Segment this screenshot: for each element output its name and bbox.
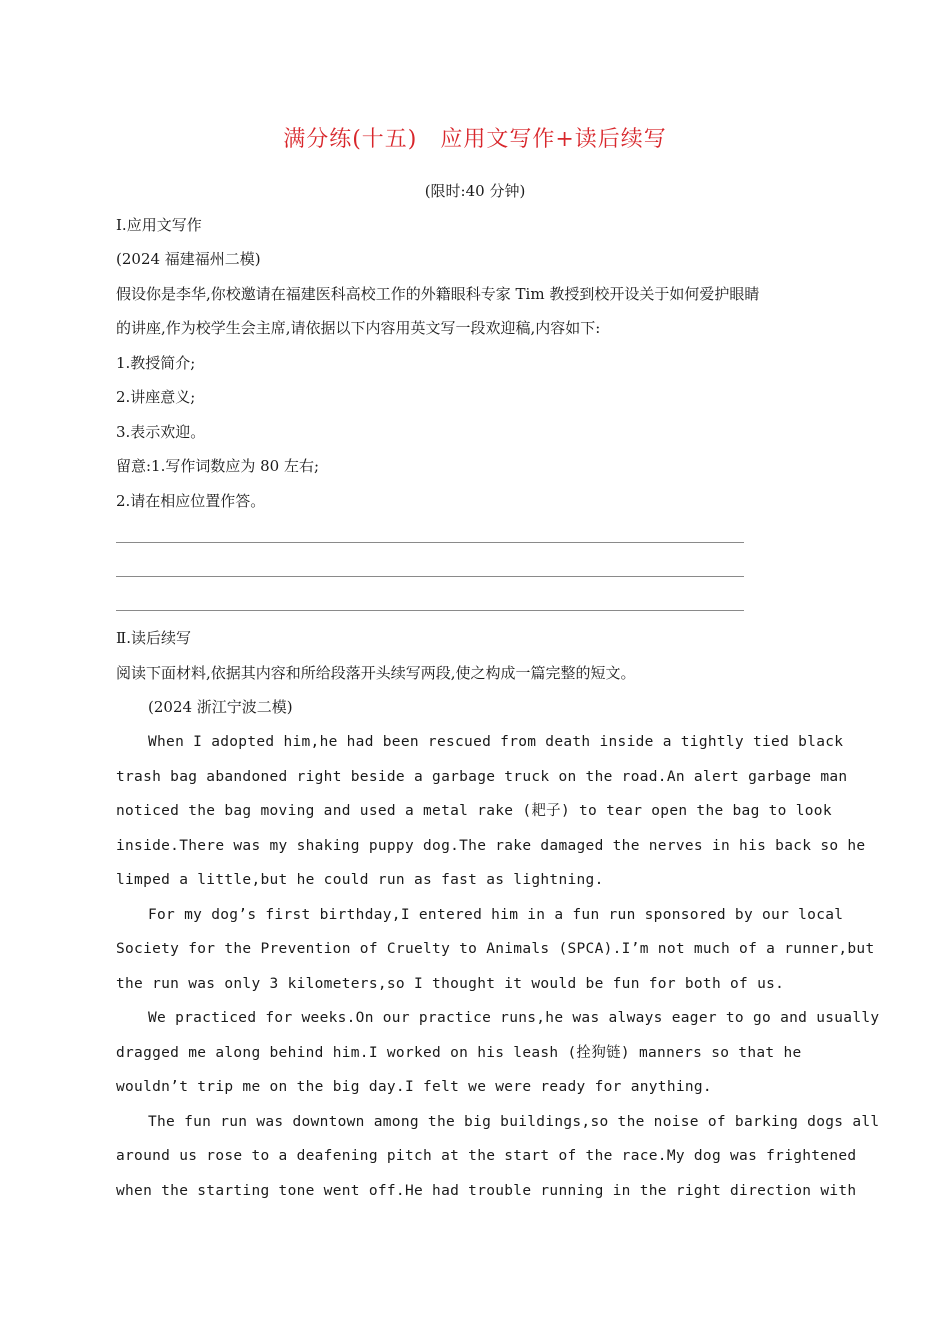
passage-line: Society for the Prevention of Cruelty to Animals (SPCA).I’m not much of a runner,but — [116, 941, 875, 957]
passage-line: limped a little,but he could run as fast as lightning. — [116, 872, 604, 888]
section2-instruction: 阅读下面材料,依据其内容和所给段落开头续写两段,使之构成一篇完整的短文。 — [116, 664, 636, 682]
passage-line: When I adopted him,he had been rescued from death inside a tightly tied black — [148, 734, 844, 750]
passage-line: when the starting tone went off.He had trouble running in the right direction with — [116, 1183, 857, 1199]
passage-line: the run was only 3 kilometers,so I thought it would be fun for both of us. — [116, 976, 785, 992]
section1-heading: Ⅰ.应用文写作 — [116, 216, 202, 234]
passage-line: inside.There was my shaking puppy dog.The rake damaged the nerves in his back so he — [116, 838, 866, 854]
passage-line: dragged me along behind him.I worked on his leash (拴狗链) manners so that he — [116, 1045, 802, 1061]
section1-item-2: 2.讲座意义; — [116, 388, 196, 406]
section2-source: (2024 浙江宁波二模) — [148, 698, 293, 716]
page-title: 满分练(十五) 应用文写作+读后续写 — [283, 127, 667, 152]
section1-item-3: 3.表示欢迎。 — [116, 423, 206, 441]
section1-note-2: 2.请在相应位置作答。 — [116, 492, 266, 510]
passage-line: wouldn’t trip me on the big day.I felt we were ready for anything. — [116, 1079, 712, 1095]
section1-source: (2024 福建福州二模) — [116, 250, 261, 268]
passage-line: We practiced for weeks.On our practice runs,he was always eager to go and usually — [148, 1010, 880, 1026]
time-limit: (限时:40 分钟) — [424, 182, 526, 200]
answer-line-2[interactable] — [116, 576, 744, 577]
passage-line: trash bag abandoned right beside a garbage truck on the road.An alert garbage man — [116, 769, 848, 785]
passage-line: For my dog’s first birthday,I entered him in a fun run sponsored by our local — [148, 907, 844, 923]
section1-prompt-line1: 假设你是李华,你校邀请在福建医科高校工作的外籍眼科专家 Tim 教授到校开设关于如何爱护眼睛 — [116, 285, 760, 303]
section1-note-1: 留意:1.写作词数应为 80 左右; — [116, 457, 320, 475]
passage-line: The fun run was downtown among the big buildings,so the noise of barking dogs all — [148, 1114, 880, 1130]
section2-heading: Ⅱ.读后续写 — [116, 629, 191, 647]
answer-line-3[interactable] — [116, 610, 744, 611]
passage-line: around us rose to a deafening pitch at the start of the race.My dog was frightened — [116, 1148, 857, 1164]
section1-item-1: 1.教授简介; — [116, 354, 196, 372]
section1-prompt-line2: 的讲座,作为校学生会主席,请依据以下内容用英文写一段欢迎稿,内容如下: — [116, 319, 601, 337]
passage-line: noticed the bag moving and used a metal rake (耙子) to tear open the bag to look — [116, 803, 832, 819]
answer-line-1[interactable] — [116, 542, 744, 543]
